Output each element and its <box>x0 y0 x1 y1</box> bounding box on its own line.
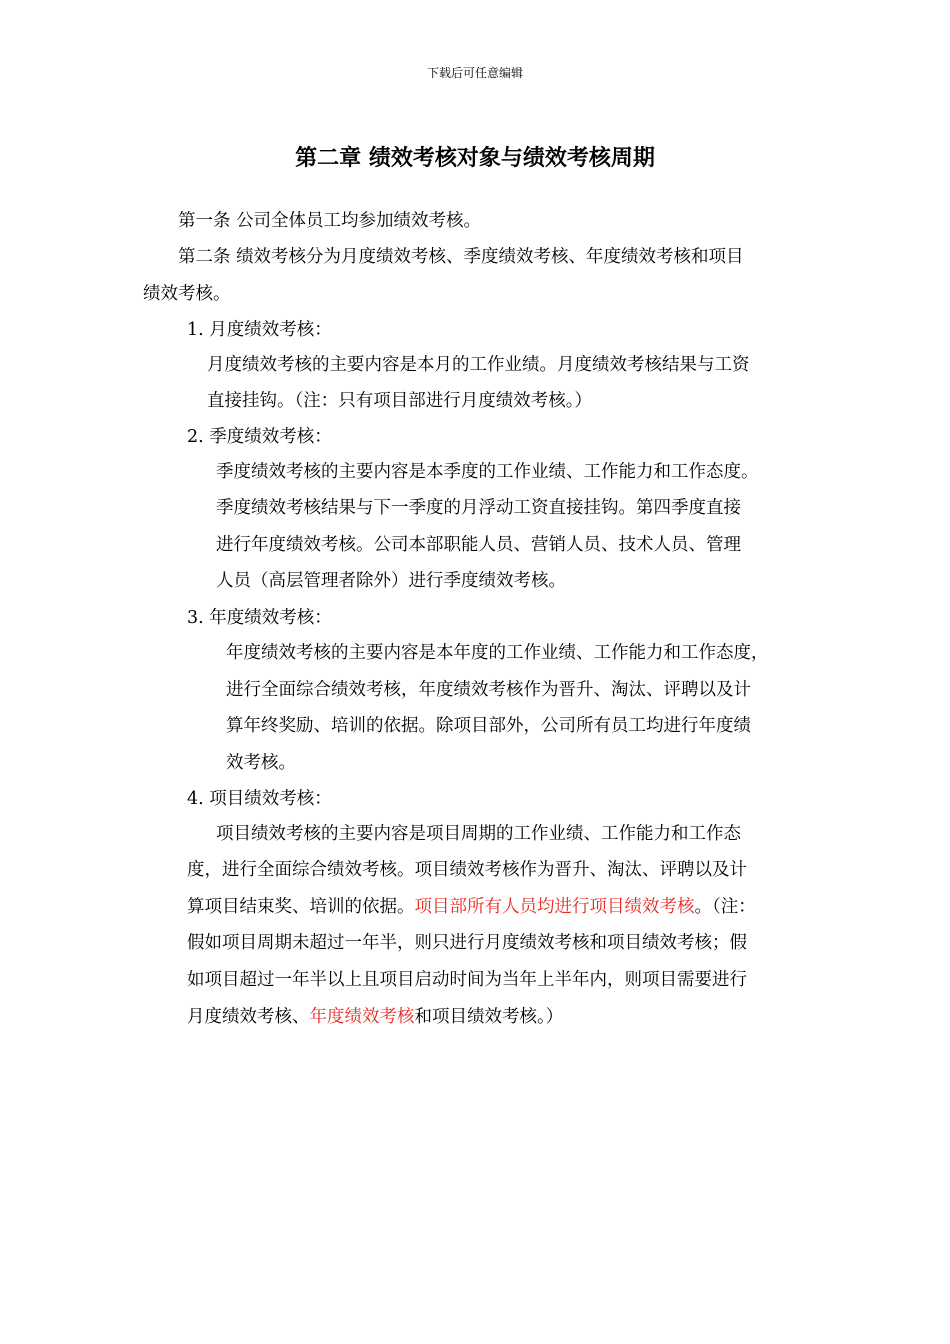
article-2-line-1: 第二条 绩效考核分为月度绩效考核、季度绩效考核、年度绩效考核和项目 <box>178 247 744 267</box>
section-quarterly-line: 季度绩效考核的主要内容是本季度的工作业绩、工作能力和工作态度。 <box>216 462 759 482</box>
project-line-text: 。（注： <box>694 897 756 917</box>
section-project-line: 项目绩效考核的主要内容是项目周期的工作业绩、工作能力和工作态 <box>216 824 741 844</box>
section-annual-heading: 3. 年度绩效考核： <box>187 608 332 628</box>
section-annual-line: 算年终奖励、培训的依据。除项目部外，公司所有员工均进行年度绩 <box>226 716 751 736</box>
section-project-line <box>187 1004 563 1030</box>
section-quarterly-line: 人员（高层管理者除外）进行季度绩效考核。 <box>216 571 566 591</box>
section-monthly-line: 直接挂钩。（注：只有项目部进行月度绩效考核。） <box>207 391 592 411</box>
section-quarterly-heading: 2. 季度绩效考核： <box>187 427 332 447</box>
section-annual-line: 年度绩效考核的主要内容是本年度的工作业绩、工作能力和工作态度， <box>226 643 769 663</box>
project-line-text: 和项目绩效考核。） <box>414 1007 564 1027</box>
section-annual-line: 进行全面综合绩效考核，年度绩效考核作为晋升、淘汰、评聘以及计 <box>226 680 751 700</box>
section-project-line: 度，进行全面综合绩效考核。项目绩效考核作为晋升、淘汰、评聘以及计 <box>187 860 747 880</box>
highlighted-text: 项目部所有人员均进行项目绩效考核 <box>414 897 695 917</box>
section-project-line: 假如项目周期未超过一年半，则只进行月度绩效考核和项目绩效考核；假 <box>187 933 747 953</box>
article-1: 第一条 公司全体员工均参加绩效考核。 <box>178 211 482 231</box>
section-quarterly-line: 季度绩效考核结果与下一季度的月浮动工资直接挂钩。第四季度直接 <box>216 498 741 518</box>
section-project-line <box>187 894 756 920</box>
section-annual-line: 效考核。 <box>226 753 296 773</box>
section-monthly-heading: 1. 月度绩效考核： <box>187 320 332 340</box>
highlighted-text: 年度绩效考核 <box>309 1007 415 1027</box>
section-project-heading: 4. 项目绩效考核： <box>187 789 332 809</box>
project-line-text: 算项目结束奖、培训的依据。 <box>187 897 415 917</box>
page-header-note: 下载后可任意编辑 <box>426 66 523 80</box>
chapter-title: 第二章 绩效考核对象与绩效考核周期 <box>295 145 655 171</box>
section-quarterly-line: 进行年度绩效考核。公司本部职能人员、营销人员、技术人员、管理 <box>216 535 741 555</box>
section-project-line: 如项目超过一年半以上且项目启动时间为当年上半年内，则项目需要进行 <box>187 970 747 990</box>
project-line-text: 月度绩效考核、 <box>187 1007 310 1027</box>
section-monthly-line: 月度绩效考核的主要内容是本月的工作业绩。月度绩效考核结果与工资 <box>207 355 750 375</box>
article-2-line-2: 绩效考核。 <box>143 284 231 304</box>
